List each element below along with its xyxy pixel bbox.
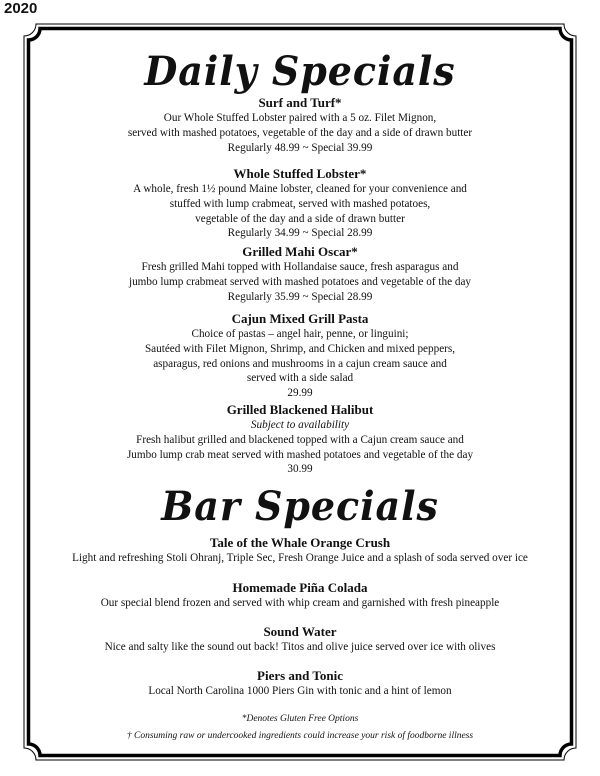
item-name: Homemade Piña Colada: [232, 580, 368, 595]
item-desc: A whole, fresh 1½ pound Maine lobster, cleaned for your convenience and: [133, 183, 467, 195]
menu-item-surf-and-turf: [40, 95, 560, 155]
item-name: Sound Water: [263, 624, 337, 639]
menu-item-grilled-mahi-oscar: [40, 244, 560, 304]
footnotes: [40, 711, 560, 745]
item-price: Regularly 34.99 ~ Special 28.99: [227, 227, 373, 240]
item-price: 29.99: [287, 387, 313, 400]
item-desc: Our special blend frozen and served with whip cream and garnished with fresh pineapple: [100, 597, 500, 609]
item-desc: served with mashed potatoes, vegetable of the day and a side of drawn butter: [127, 126, 473, 139]
bar-item-piers-and-tonic: [40, 668, 560, 699]
bar-item-pina-colada: [40, 580, 560, 611]
item-desc: stuffed with lump crabmeat, served with mashed potatoes,: [169, 197, 431, 210]
menu-item-whole-stuffed-lobster: [40, 166, 560, 241]
gluten-free-note: *Denotes Gluten Free Options: [241, 714, 359, 724]
item-price: Regularly 48.99 ~ Special 39.99: [227, 141, 373, 154]
item-desc: Fresh grilled Mahi topped with Hollandaise sauce, fresh asparagus and: [141, 261, 459, 273]
item-desc: Jumbo lump crab meat served with mashed potatoes and vegetable of the day: [126, 448, 474, 461]
item-desc: Local North Carolina 1000 Piers Gin with tonic and a hint of lemon: [148, 685, 452, 697]
item-name: Surf and Turf*: [258, 95, 342, 110]
item-desc: Fresh halibut grilled and blackened topped with a Cajun cream sauce and: [136, 433, 464, 446]
bar-specials-title: Bar Specials: [161, 483, 439, 530]
item-name: Cajun Mixed Grill Pasta: [231, 311, 369, 326]
item-desc: Choice of pastas – angel hair, penne, or linguini;: [191, 328, 409, 340]
item-price: 30.99: [287, 463, 313, 476]
item-desc: asparagus, red onions and mushrooms in a cajun cream sauce and: [153, 357, 447, 370]
item-subtitle: Subject to availability: [250, 419, 350, 431]
daily-specials-title: Daily Specials: [144, 48, 456, 95]
item-name: Piers and Tonic: [257, 668, 343, 683]
item-name: Grilled Blackened Halibut: [226, 402, 374, 417]
item-name: Whole Stuffed Lobster*: [233, 166, 367, 181]
item-desc: Our Whole Stuffed Lobster paired with a 5 oz. Filet Mignon,: [163, 112, 437, 124]
item-desc: Light and refreshing Stoli Ohranj, Triple Sec, Fresh Orange Juice and a splash of soda served over ice: [72, 552, 528, 564]
item-desc: served with a side salad: [246, 372, 354, 385]
item-name: Tale of the Whale Orange Crush: [209, 535, 391, 550]
bar-item-sound-water: [40, 624, 560, 655]
item-desc: jumbo lump crabmeat served with mashed potatoes and vegetable of the day: [128, 275, 472, 288]
raw-food-warning: † Consuming raw or undercooked ingredients could increase your risk of foodborne illness: [126, 731, 474, 741]
item-name: Grilled Mahi Oscar*: [242, 244, 358, 259]
menu-item-grilled-blackened-halibut: [40, 402, 560, 477]
item-desc: vegetable of the day and a side of drawn butter: [195, 212, 405, 225]
year-label: 2020: [4, 0, 38, 17]
item-price: Regularly 35.99 ~ Special 28.99: [227, 290, 373, 303]
bar-item-orange-crush: [40, 535, 560, 566]
menu-item-cajun-mixed-grill-pasta: [40, 311, 560, 401]
item-desc: Sautéed with Filet Mignon, Shrimp, and Chicken and mixed peppers,: [144, 342, 456, 355]
item-desc: Nice and salty like the sound out back! Titos and olive juice served over ice with olives: [104, 641, 496, 653]
